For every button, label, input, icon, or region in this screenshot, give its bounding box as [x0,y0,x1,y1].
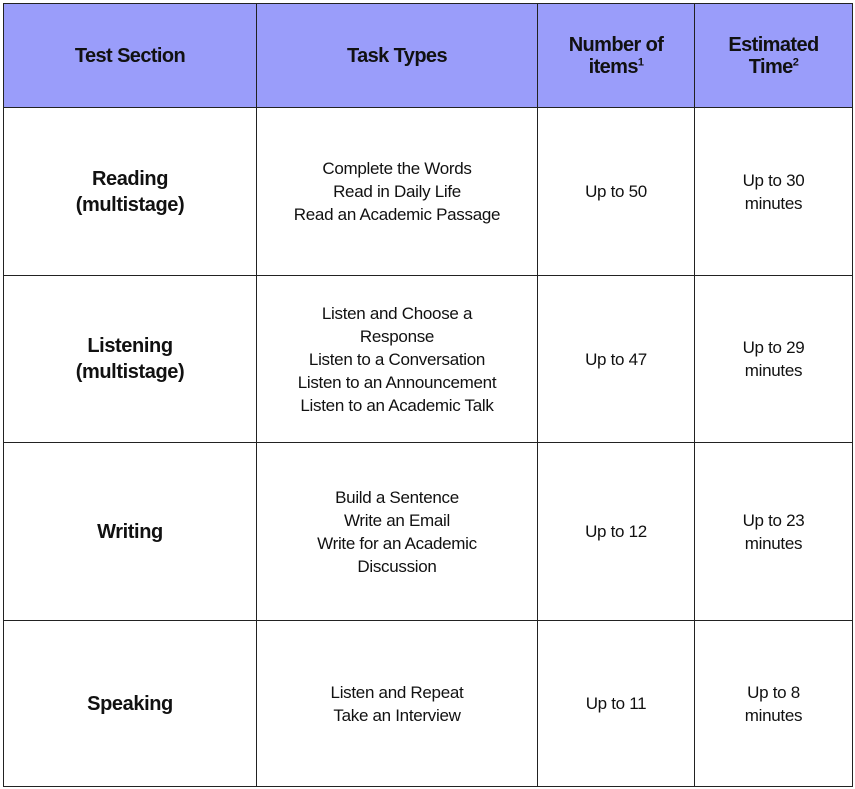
header-number-of-items-label: Number of items [568,33,664,78]
footnote-2-marker: 2 [792,55,799,68]
header-number-of-items [538,4,695,108]
header-estimated-time-label: Estimated Time [728,33,819,78]
table-row-writing [4,443,853,621]
header-task-types-label: Task Types [347,44,447,67]
table-header-row [4,4,853,108]
table-row-listening [4,276,853,443]
estimated-time: Up to 29 minutes [695,276,853,443]
number-of-items: Up to 47 [538,276,695,443]
table-row-speaking [4,621,853,787]
header-task-types [257,4,538,108]
section-name: Writing [4,443,257,621]
task-types: Complete the Words Read in Daily Life Read an Academic Passage [257,108,538,276]
estimated-time: Up to 8 minutes [695,621,853,787]
task-types: Listen and Repeat Take an Interview [257,621,538,787]
section-name: Listening (multistage) [4,276,257,443]
number-of-items: Up to 50 [538,108,695,276]
section-name: Reading (multistage) [4,108,257,276]
test-sections-table [3,3,853,787]
header-test-section-label: Test Section [74,44,186,67]
header-estimated-time [695,4,853,108]
section-name: Speaking [4,621,257,787]
table-row-reading [4,108,853,276]
footnote-1-marker: 1 [637,55,644,68]
number-of-items: Up to 12 [538,443,695,621]
header-test-section [4,4,257,108]
number-of-items: Up to 11 [538,621,695,787]
task-types: Listen and Choose a Response Listen to a Conversation Listen to an Announcement Listen to an Academic Talk [257,276,538,443]
estimated-time: Up to 30 minutes [695,108,853,276]
task-types: Build a Sentence Write an Email Write for an Academic Discussion [257,443,538,621]
estimated-time: Up to 23 minutes [695,443,853,621]
